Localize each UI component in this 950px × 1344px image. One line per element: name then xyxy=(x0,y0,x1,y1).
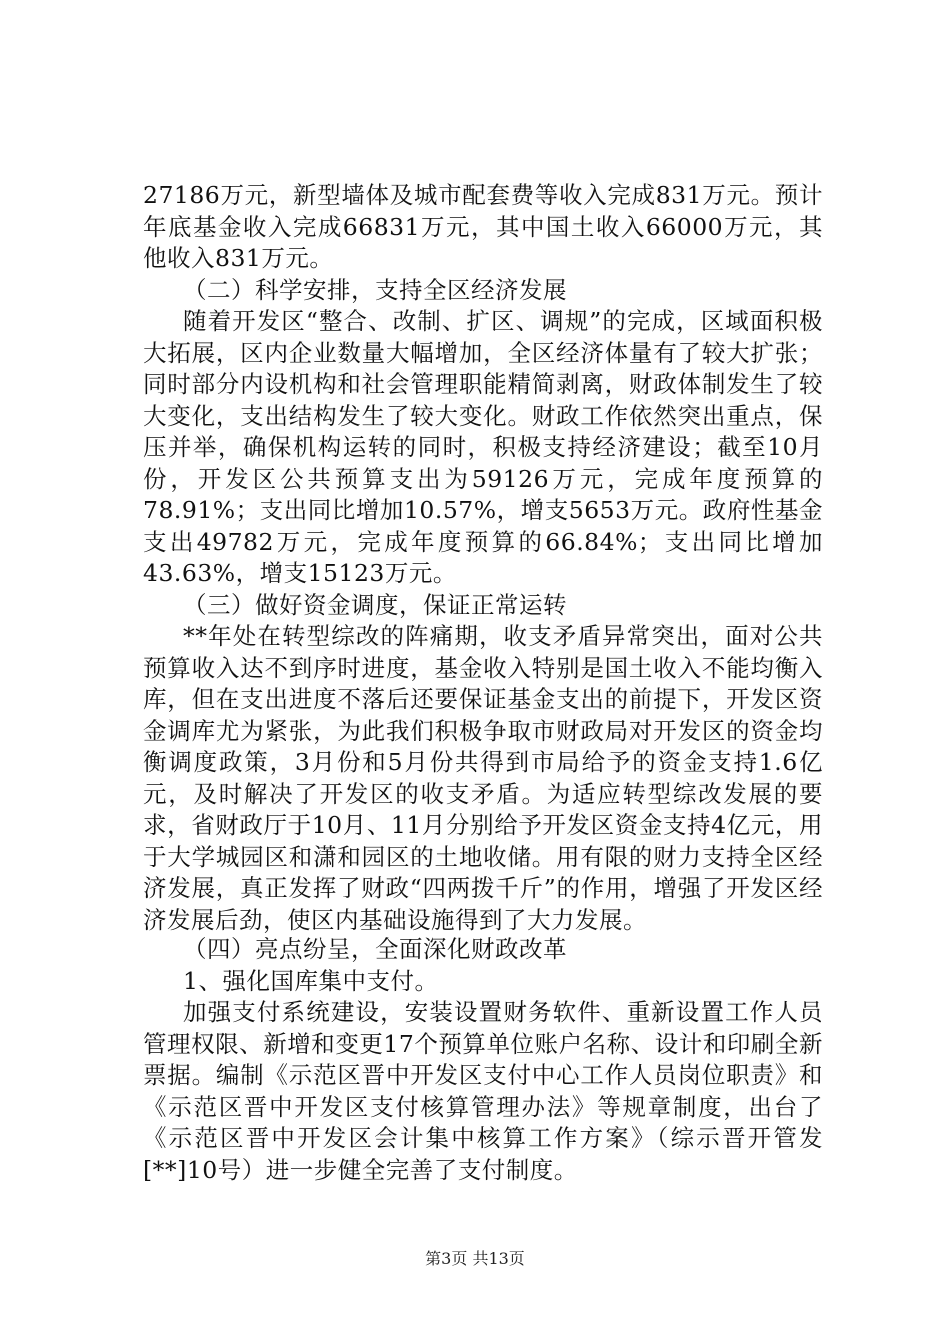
paragraph-payment-system: 加强支付系统建设，安装设置财务软件、重新设置工作人员管理权限、新增和变更17个预算单位账户名称、设计和印刷全新票据。编制《示范区晋中开发区支付中心工作人员岗位职责》和《示范区晋中开发区支付核算管理办法》等规章制度，出台了《示范区晋中开发区会计集中核算工作方案》（综示晋开管发[**]10号）进一步健全完善了支付制度。 xyxy=(143,998,823,1184)
body-text-section-1 xyxy=(143,180,823,936)
paragraph-continuation: 27186万元，新型墙体及城市配套费等收入完成831万元。预计年底基金收入完成66831万元，其中国土收入66000万元，其他收入831万元。 xyxy=(143,181,823,272)
paragraph-spending: 随着开发区“整合、改制、扩区、调规”的完成，区域面积极大拓展，区内企业数量大幅增加，全区经济体量有了较大扩张；同时部分内设机构和社会管理职能精简剥离，财政体制发生了较大变化，支出结构发生了较大变化。财政工作依然突出重点，保压并举，确保机构运转的同时，积极支持经济建设；截至10月份，开发区公共预算支出为59126万元，完成年度预算的78.91%；支出同比增加10.57%，增支5653万元。政府性基金支出49782万元，完成年度预算的66.84%；支出同比增加43.63%，增支15123万元。 xyxy=(143,307,823,587)
section-heading-2: （二）科学安排，支持全区经济发展 xyxy=(183,275,567,304)
section-heading-4: （四）亮点纷呈，全面深化财政改革 xyxy=(183,935,567,963)
body-text-section-2 xyxy=(143,934,823,1186)
subsection-heading-1: 1、强化国库集中支付。 xyxy=(183,966,439,995)
page-footer: 第3页 共13页 xyxy=(425,1249,525,1268)
section-heading-3: （三）做好资金调度，保证正常运转 xyxy=(183,590,567,619)
paragraph-fund-dispatch: **年处在转型综改的阵痛期，收支矛盾异常突出，面对公共预算收入达不到序时进度，基金收入特别是国土收入不能均衡入库，但在支出进度不落后还要保证基金支出的前提下，开发区资金调库尤为紧张，为此我们积极争取市财政局对开发区的资金均衡调度政策，3月份和5月份共得到市局给予的资金支持1.6亿元，及时解决了开发区的收支矛盾。为适应转型综改发展的要求，省财政厅于10月、11月分别给予开发区资金支持4亿元，用于大学城园区和潇和园区的土地收储。用有限的财力支持全区经济发展，真正发挥了财政“四两拨千斤”的作用，增强了开发区经济发展后劲，使区内基础设施得到了大力发展。 xyxy=(143,622,823,934)
